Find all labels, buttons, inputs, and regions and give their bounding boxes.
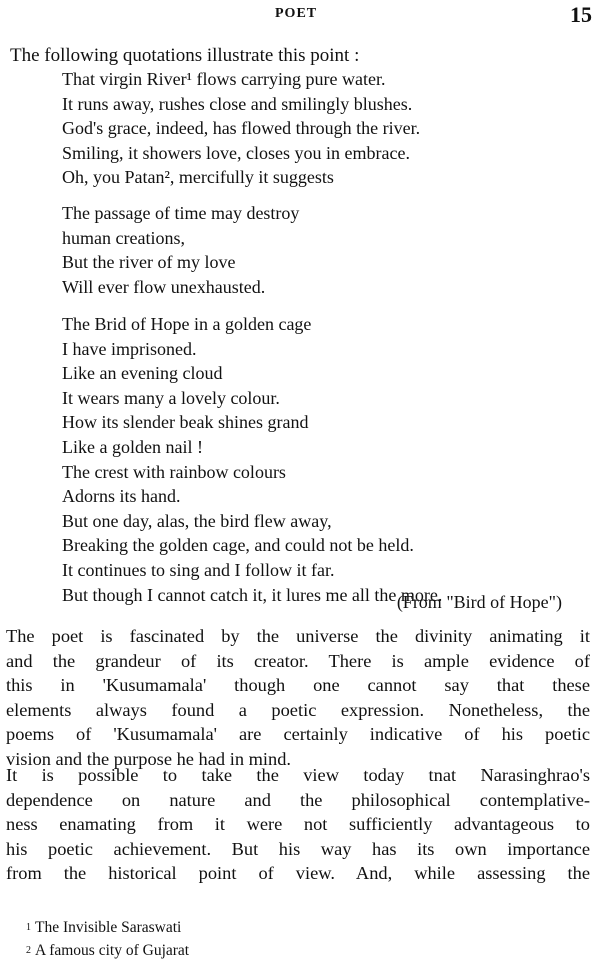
poem-line: It wears many a lovely colour.	[62, 387, 280, 408]
poem-line: It runs away, rushes close and smilingly blushes.	[62, 93, 413, 114]
page-number: 15	[570, 2, 592, 27]
paragraph-line: The poet is fascinated by the universe the divinity animating it	[6, 626, 590, 646]
poem-stanza-river	[62, 67, 420, 190]
poem-line: The Brid of Hope in a golden cage	[62, 314, 312, 334]
poem-line: human creations,	[62, 227, 185, 248]
poem-attribution: (From "Bird of Hope")	[396, 592, 562, 612]
poem-line: I have imprisoned.	[62, 338, 197, 359]
poem-line: Will ever flow unexhausted.	[62, 276, 266, 297]
poem-line: The crest with rainbow colours	[62, 461, 286, 482]
paragraph-line: this in 'Kusumamala' though one cannot say that these	[6, 675, 590, 696]
paragraph-line: ness enamating from it were not sufficiently advantageous to	[6, 814, 590, 835]
poem-line: Adorns its hand.	[62, 486, 181, 507]
body-paragraph-view	[6, 763, 590, 886]
footnotes	[26, 916, 189, 962]
poem-stanza-bird-of-hope	[62, 312, 442, 607]
paragraph-line: his poetic achievement. But his way has its own importance	[6, 838, 590, 859]
footnote-marker: 2	[26, 945, 31, 956]
paragraph-line: dependence on nature and the philosophical contemplative-	[6, 789, 590, 810]
paragraph-line: and the grandeur of its creator. There is ample evidence of	[6, 650, 590, 671]
poem-line: It continues to sing and I follow it far.	[62, 559, 335, 580]
running-title: POET	[275, 6, 318, 21]
poem-line: Smiling, it showers love, closes you in embrace.	[62, 142, 410, 163]
poem-line: But one day, alas, the bird flew away,	[62, 510, 332, 531]
body-paragraph-universe	[6, 624, 590, 772]
poem-line: But the river of my love	[62, 252, 236, 273]
intro-sentence: The following quotations illustrate this point :	[10, 45, 360, 66]
poem-line: How its slender beak shines grand	[62, 412, 309, 433]
paragraph-line: vision and the purpose he had in mind.	[6, 748, 292, 769]
footnote-text: A famous city of Gujarat	[35, 942, 190, 959]
paragraph-line: It is possible to take the view today tnat Narasinghrao's	[6, 765, 590, 785]
paragraph-line: from the historical point of view. And, while assessing the	[6, 863, 590, 884]
footnote-text: The Invisible Saraswati	[35, 919, 182, 936]
page-header	[0, 2, 600, 28]
poem-line: God's grace, indeed, has flowed through the river.	[62, 118, 421, 139]
poem-line: But though I cannot catch it, it lures me all the more.	[62, 584, 443, 605]
footnote-marker: 1	[26, 922, 31, 933]
poem-line: The passage of time may destroy	[62, 203, 300, 223]
poem-line: Oh, you Patan², mercifully it suggests	[62, 167, 334, 188]
footnote	[26, 916, 189, 939]
poem-line: That virgin River¹ flows carrying pure water.	[62, 69, 386, 89]
footnote	[26, 939, 189, 962]
poem-line: Like a golden nail !	[62, 436, 203, 457]
poem-line: Like an evening cloud	[62, 363, 223, 384]
paragraph-line: poems of 'Kusumamala' are certainly indicative of his poetic	[6, 724, 590, 745]
poem-stanza-love	[62, 201, 299, 299]
poem-line: Breaking the golden cage, and could not be held.	[62, 535, 414, 556]
paragraph-line: elements always found a poetic expression. Nonetheless, the	[6, 699, 590, 720]
